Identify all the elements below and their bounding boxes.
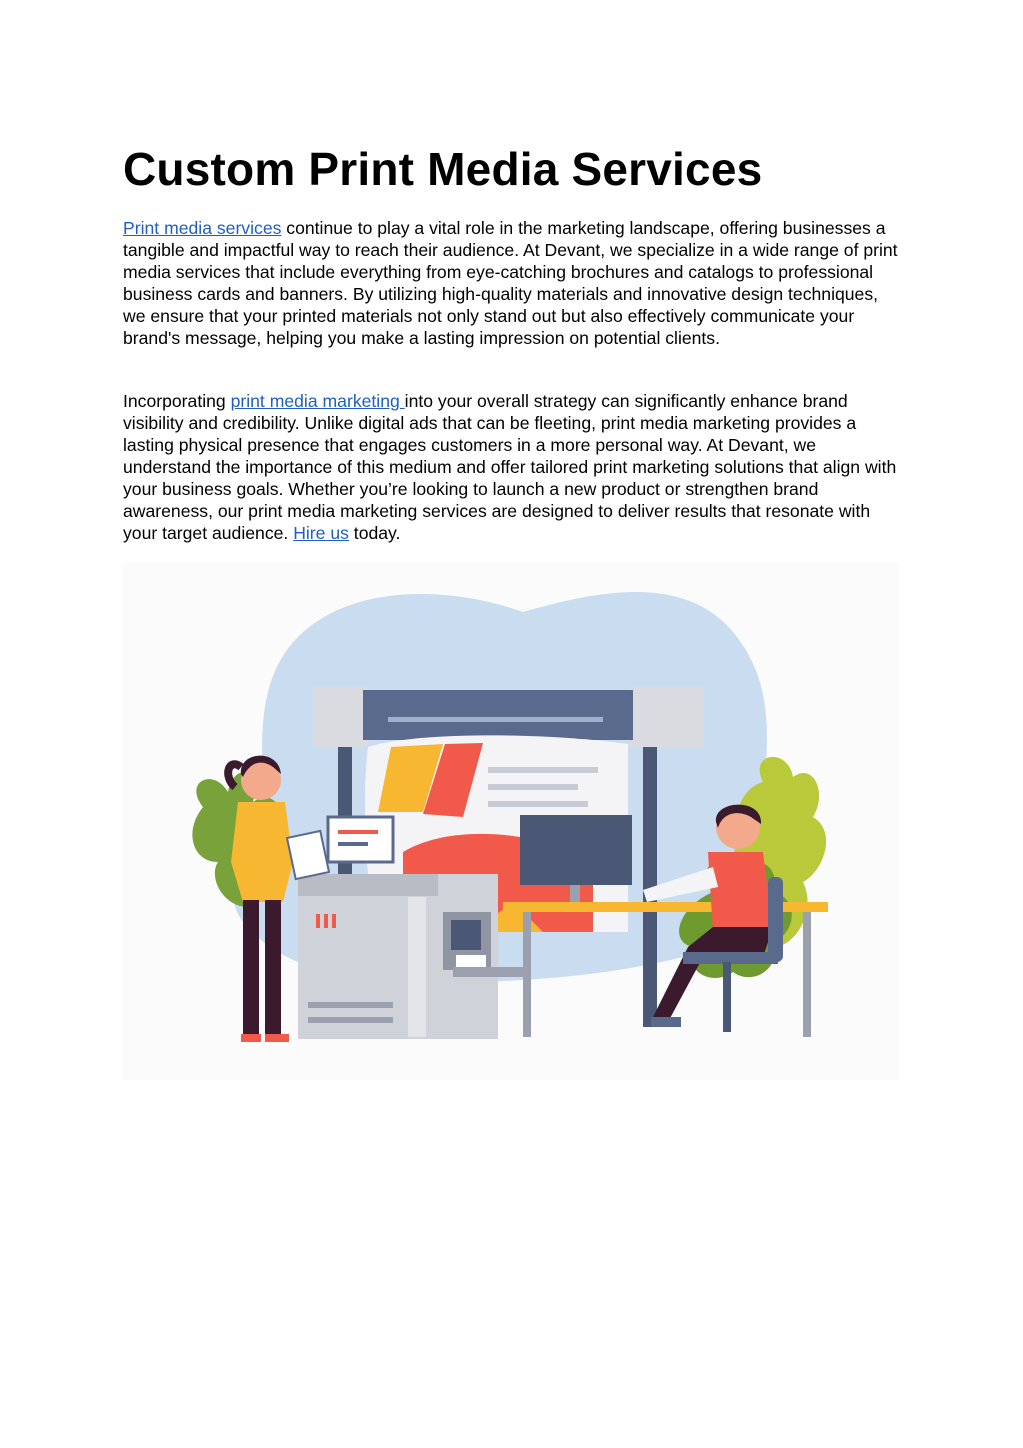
woman-shoe-left [241,1034,261,1042]
copier-display [451,920,481,950]
printer-head-slot [388,717,603,722]
copier-tray [453,967,528,977]
copier-light-1 [316,914,320,928]
printer-right-cap [628,687,703,747]
copier-screen [328,817,393,862]
illustration-svg [123,562,899,1080]
woman-clipboard [287,831,329,879]
intro-paragraph-text: continue to play a vital role in the marketing landscape, offering businesses a tangible and impactful way to reach their audience. At Devant, we specialize in a wide range of print media services that include everything from eye-catching brochures and catalogs to professional business cards and banners. By utilizing high-quality materials and innovative design techniques, we ensure that your printed materials not only stand out but also effectively communicate your brand's message, helping you make a lasting impression on potential clients. [123,218,898,348]
desk-leg-right [803,912,811,1037]
copier-top [298,874,438,896]
marketing-paragraph-intro: Incorporating [123,391,231,411]
banner-text-line-3 [488,801,588,807]
desk-leg-left [523,912,531,1037]
printer-head [363,690,633,740]
copier-light-3 [332,914,336,928]
copier-light-2 [324,914,328,928]
copier-screen-line-1 [338,830,378,834]
woman-shoe-right [265,1034,289,1042]
banner-text-line-2 [488,784,578,790]
intro-paragraph [123,217,903,349]
marketing-paragraph-outro: today. [348,523,401,543]
hire-us-link[interactable]: Hire us [293,523,349,543]
page-title: Custom Print Media Services [123,143,763,195]
print-media-services-link[interactable]: Print media services [123,218,282,238]
chair-back [768,877,783,962]
chair-leg [723,962,731,1032]
man-shirt [708,852,773,932]
man-shoe [651,1017,681,1027]
woman-leg-left [243,900,259,1035]
marketing-paragraph-text: into your overall strategy can significantly enhance brand visibility and credibility. Unlike digital ads that can be fleeting, print media marketing provides a lasting physical presence that engages customers in a more personal way. At Devant, we understand the importance of this medium and offer tailored print marketing solutions that align with your business goals. Whether you’re looking to launch a new product or strengthen brand awareness, our print media marketing services are designed to deliver results that resonate with your target audience. [123,391,897,543]
copier-drawer-2 [308,1017,393,1023]
monitor-screen [520,815,632,885]
marketing-paragraph [123,390,903,544]
copier-drawer-1 [308,1002,393,1008]
printer-left-cap [313,687,368,747]
print-media-marketing-link[interactable]: print media marketing [230,391,405,411]
copier-screen-line-2 [338,842,368,846]
print-shop-illustration [123,562,899,1080]
woman-leg-right [265,900,281,1035]
woman-shirt [231,802,293,902]
copier-paper-out [456,955,486,967]
copier-side [408,897,426,1037]
banner-text-line-1 [488,767,598,773]
